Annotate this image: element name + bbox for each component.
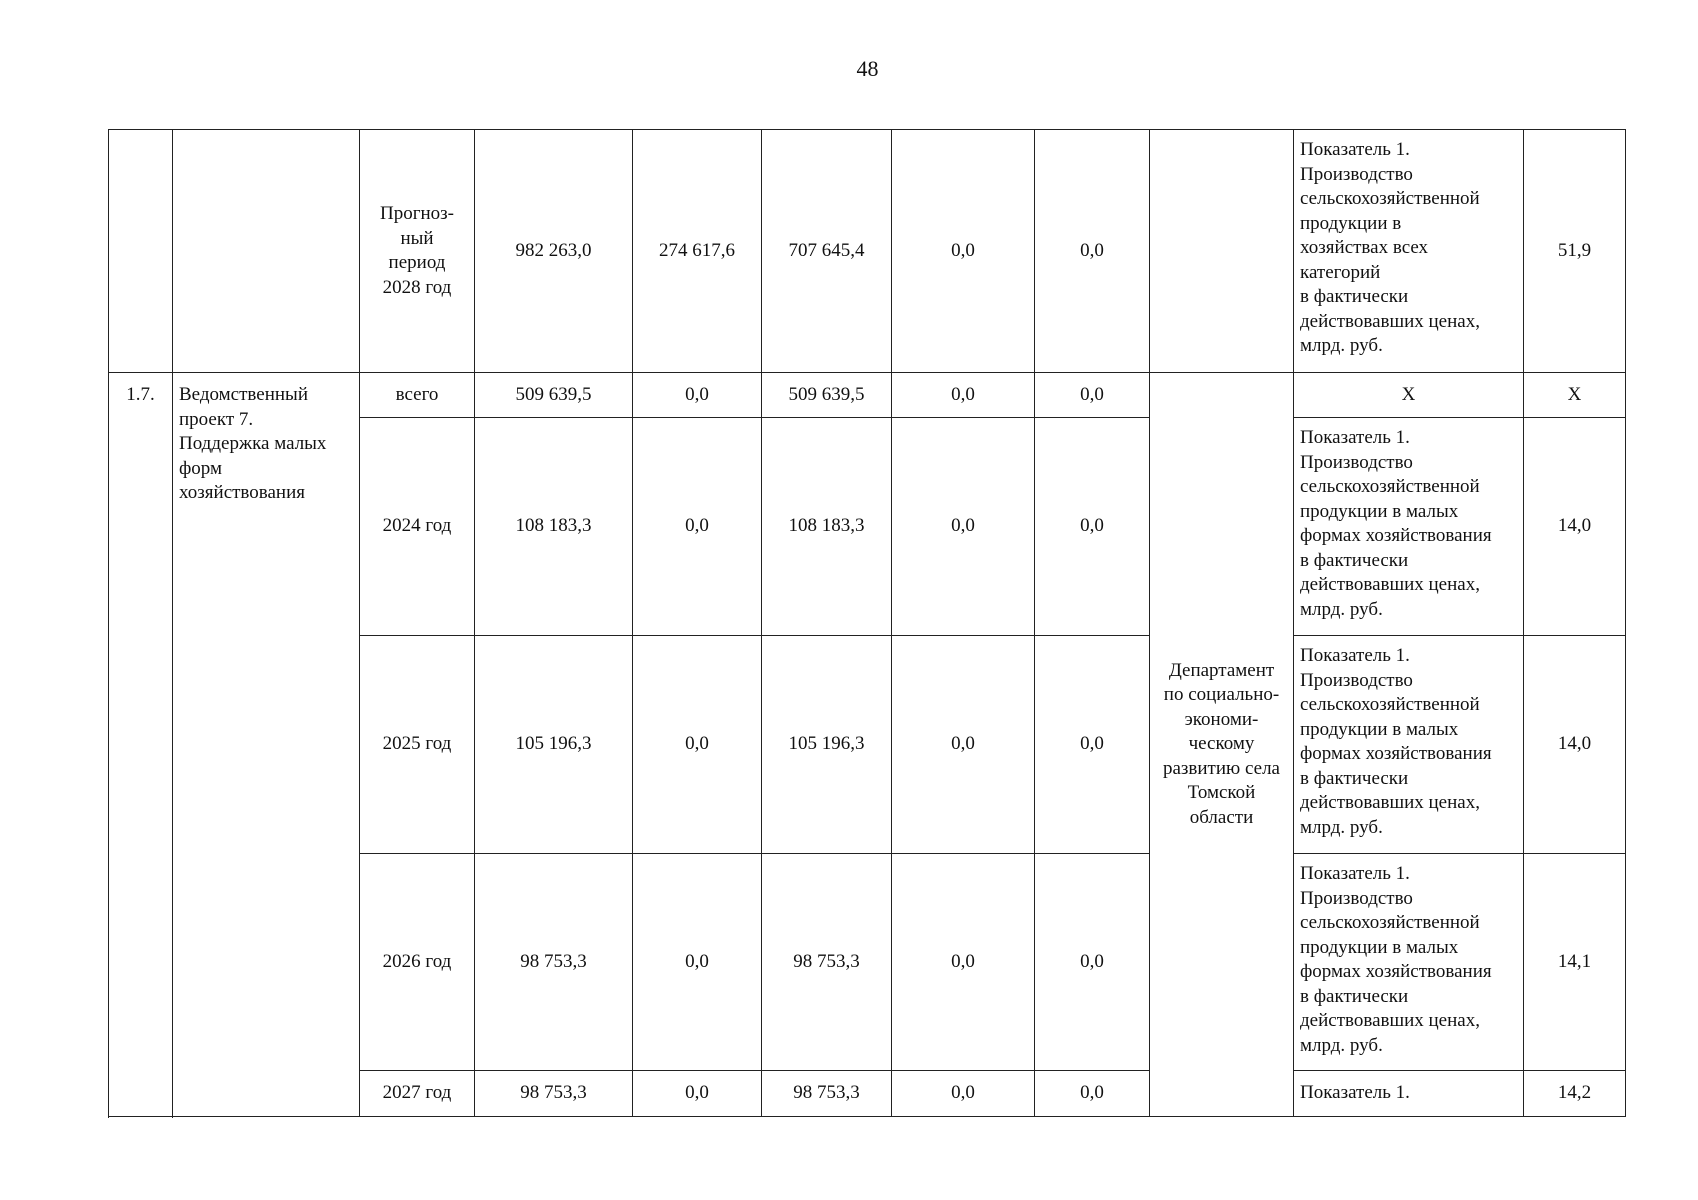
period-cell: Прогноз- ный период 2028 год: [360, 130, 475, 373]
local-value-cell: 0,0: [892, 636, 1035, 854]
local-value-cell: 0,0: [892, 373, 1035, 418]
regional-value-cell: 108 183,3: [762, 418, 892, 636]
other-value-cell: 0,0: [1035, 1071, 1150, 1117]
local-value-cell: 0,0: [892, 418, 1035, 636]
project-name-cell: [173, 130, 360, 373]
project-name-cell: Ведомственный проект 7. Поддержка малых форм хозяйствования: [173, 373, 360, 1117]
indicator-value-cell: 14,1: [1524, 854, 1626, 1071]
total-value-cell: 105 196,3: [475, 636, 633, 854]
local-value-cell: 0,0: [892, 1071, 1035, 1117]
local-value-cell: 0,0: [892, 130, 1035, 373]
program-table: [108, 129, 1626, 1117]
row-number-cell: 1.7.: [109, 373, 173, 1117]
period-cell: 2025 год: [360, 636, 475, 854]
row-number-cell: [109, 130, 173, 373]
regional-value-cell: 98 753,3: [762, 854, 892, 1071]
indicator-cell: Показатель 1. Производство сельскохозяйственной продукции в хозяйствах всех категорий в фактически действовавших ценах, млрд. руб.: [1294, 130, 1524, 373]
indicator-cell: Показатель 1. Производство сельскохозяйственной продукции в малых формах хозяйствования в фактически действовавших ценах, млрд. руб.: [1294, 636, 1524, 854]
total-value-cell: 509 639,5: [475, 373, 633, 418]
department-cell: Департамент по социально- экономи- ческому развитию села Томской области: [1150, 373, 1294, 1117]
department-cell: [1150, 130, 1294, 373]
federal-value-cell: 0,0: [633, 1071, 762, 1117]
other-value-cell: 0,0: [1035, 418, 1150, 636]
total-value-cell: 98 753,3: [475, 854, 633, 1071]
period-cell: 2026 год: [360, 854, 475, 1071]
total-value-cell: 982 263,0: [475, 130, 633, 373]
indicator-cell: Показатель 1.: [1294, 1071, 1524, 1117]
regional-value-cell: 98 753,3: [762, 1071, 892, 1117]
period-cell: 2027 год: [360, 1071, 475, 1117]
indicator-value-cell: X: [1524, 373, 1626, 418]
indicator-value-cell: 14,2: [1524, 1071, 1626, 1117]
table-row: [109, 373, 1626, 418]
federal-value-cell: 0,0: [633, 373, 762, 418]
total-value-cell: 108 183,3: [475, 418, 633, 636]
federal-value-cell: 274 617,6: [633, 130, 762, 373]
other-value-cell: 0,0: [1035, 636, 1150, 854]
page-number: 48: [856, 56, 879, 81]
period-cell: всего: [360, 373, 475, 418]
other-value-cell: 0,0: [1035, 854, 1150, 1071]
federal-value-cell: 0,0: [633, 854, 762, 1071]
regional-value-cell: 509 639,5: [762, 373, 892, 418]
regional-value-cell: 707 645,4: [762, 130, 892, 373]
indicator-cell: X: [1294, 373, 1524, 418]
federal-value-cell: 0,0: [633, 418, 762, 636]
indicator-value-cell: 14,0: [1524, 636, 1626, 854]
indicator-cell: Показатель 1. Производство сельскохозяйственной продукции в малых формах хозяйствования в фактически действовавших ценах, млрд. руб.: [1294, 854, 1524, 1071]
other-value-cell: 0,0: [1035, 130, 1150, 373]
indicator-cell: Показатель 1. Производство сельскохозяйственной продукции в малых формах хозяйствования в фактически действовавших ценах, млрд. руб.: [1294, 418, 1524, 636]
total-value-cell: 98 753,3: [475, 1071, 633, 1117]
indicator-value-cell: 14,0: [1524, 418, 1626, 636]
other-value-cell: 0,0: [1035, 373, 1150, 418]
local-value-cell: 0,0: [892, 854, 1035, 1071]
regional-value-cell: 105 196,3: [762, 636, 892, 854]
period-cell: 2024 год: [360, 418, 475, 636]
indicator-value-cell: 51,9: [1524, 130, 1626, 373]
federal-value-cell: 0,0: [633, 636, 762, 854]
table-row: [109, 130, 1626, 373]
